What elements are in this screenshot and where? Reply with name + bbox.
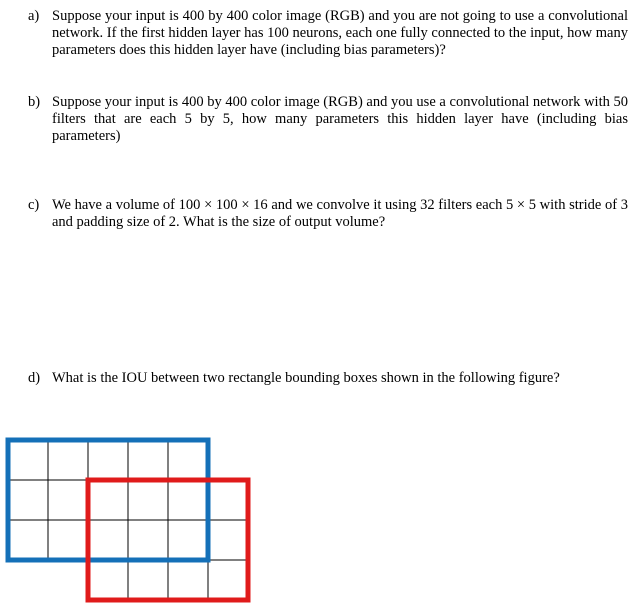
question-b-label: b)	[28, 94, 41, 110]
question-a-text: Suppose your input is 400 by 400 color image (RGB) and you are not going to use a convolutional network. If the first hidden layer has 100 neurons, each one fully connected to the input, how many parameters does this hidden layer have (including bias parameters)?	[52, 8, 628, 58]
question-a-label: a)	[28, 8, 40, 24]
question-b-text: Suppose your input is 400 by 400 color image (RGB) and you use a convolutional network with 50 filters that are each 5 by 5, how many parameters this hidden layer have (including bias parameters)	[52, 94, 628, 144]
grid-lines	[8, 440, 248, 600]
question-b	[28, 94, 628, 145]
question-d-text: What is the IOU between two rectangle bounding boxes shown in the following figure?	[52, 370, 560, 386]
question-d	[28, 370, 628, 387]
question-c-label: c)	[28, 197, 40, 213]
iou-bounding-box-figure	[0, 432, 260, 608]
blue-box	[8, 440, 208, 560]
question-a	[28, 8, 628, 59]
question-d-label: d)	[28, 370, 41, 386]
question-c-text: We have a volume of 100 × 100 × 16 and we convolve it using 32 filters each 5 × 5 with stride of 3 and padding size of 2. What is the size of output volume?	[52, 197, 628, 230]
question-c	[28, 197, 628, 231]
